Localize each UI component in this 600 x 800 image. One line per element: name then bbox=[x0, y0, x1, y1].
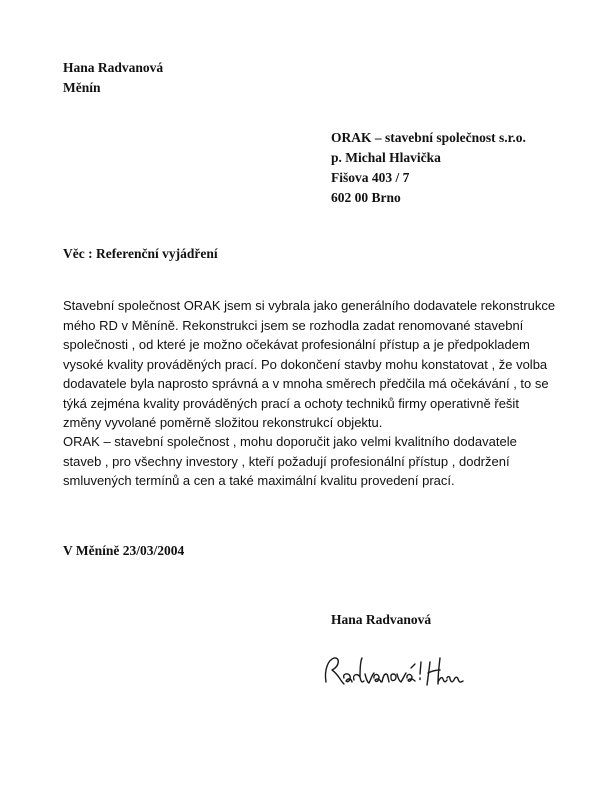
paragraph-line: změny vyvolané poměrně složitou rekonstrukcí objektu. bbox=[63, 415, 383, 430]
sender-name: Hana Radvanová bbox=[63, 60, 164, 75]
paragraph-line: mého RD v Měníně. Rekonstrukci jsem se rozhodla zadat renomované stavební bbox=[63, 317, 524, 333]
body-paragraph-2 bbox=[63, 432, 583, 491]
body-paragraph-1 bbox=[63, 296, 583, 433]
recipient-postal-city: 602 00 Brno bbox=[331, 190, 401, 205]
closing-name: Hana Radvanová bbox=[331, 612, 432, 627]
paragraph-line: společnosti , od které je možno očekávat profesionální přístup a je předpokladem bbox=[63, 337, 530, 352]
recipient-street: Fišova 403 / 7 bbox=[331, 170, 410, 185]
sender-city: Měnín bbox=[63, 80, 101, 95]
paragraph-line: smluvených termínů a cen a také maximální kvalitu provedení prací. bbox=[63, 473, 455, 488]
paragraph-line: týká zejména kvality prováděných prací a ochoty techniků firmy operativně řešit bbox=[63, 395, 519, 411]
recipient-contact: p. Michal Hlavička bbox=[331, 150, 441, 165]
paragraph-line: dodavatele byla naprosto správná a v mnoha směrech předčila má očekávání , to se bbox=[63, 376, 549, 391]
paragraph-line: vysoké kvality prováděných prací. Po dokončení stavby mohu konstatovat , že volba bbox=[63, 356, 548, 372]
paragraph-line: ORAK – stavební společnost , mohu doporučit jako velmi kvalitního dodavatele bbox=[63, 434, 517, 449]
recipient-block bbox=[331, 128, 526, 208]
handwritten-signature bbox=[318, 648, 468, 700]
date-line: V Měníně 23/03/2004 bbox=[63, 543, 185, 558]
sender-block bbox=[63, 58, 163, 98]
paragraph-line: Stavební společnost ORAK jsem si vybrala jako generálního dodavatele rekonstrukce bbox=[63, 298, 556, 313]
paragraph-line: staveb , pro všechny investory , kteří požadují profesionální přístup , dodržení bbox=[63, 453, 510, 469]
subject-line: Věc : Referenční vyjádření bbox=[63, 246, 218, 261]
recipient-company: ORAK – stavební společnost s.r.o. bbox=[331, 130, 526, 145]
